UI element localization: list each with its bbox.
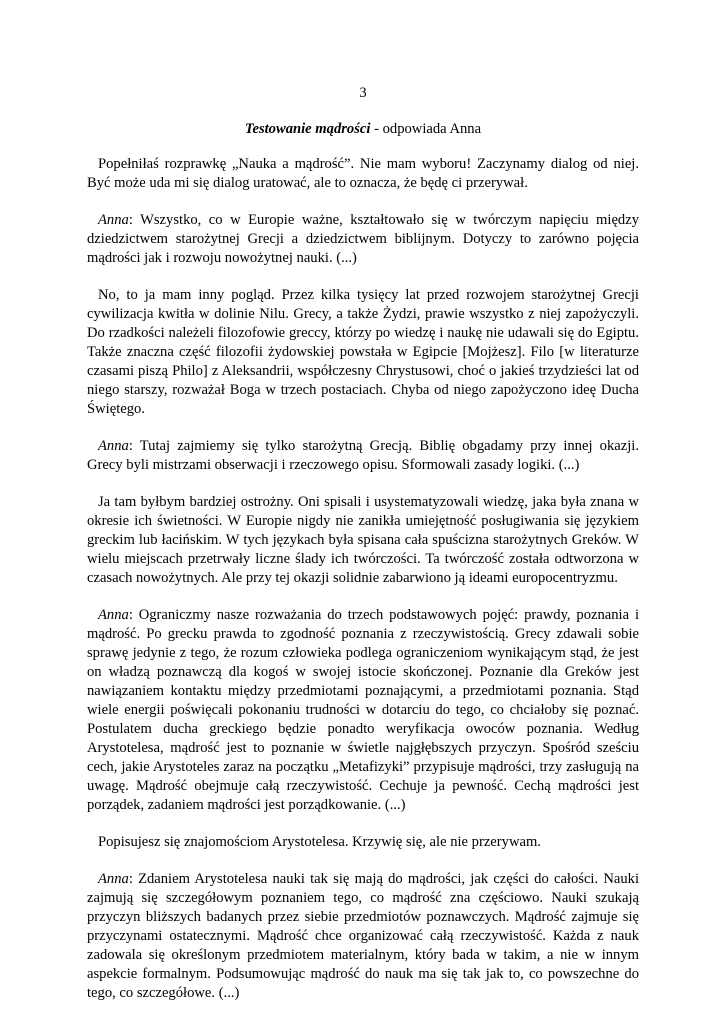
speaker-name: Anna [98,607,129,623]
paragraph-6 [87,606,639,815]
paragraph-5 [87,493,639,588]
paragraph-text: : Tutaj zajmiemy się tylko starożytną Grecją. Biblię obgadamy przy innej okazji. Grecy byli mistrzami obserwacji i rzeczowego opisu. Sformowali zasady logiki. (...) [87,438,639,473]
speaker-name: Anna [98,871,129,887]
paragraph-text: : Ograniczmy nasze rozważania do trzech podstawowych pojęć: prawdy, poznania i mądrość. Po grecku prawda to zgodność poznania z rzeczywistością. Grecy zdawali sobie sprawę jedynie z tego, że rozum człowieka podlega ograniczeniom wynikającym stąd, że jest on władzą poznawczą dla kogoś w swojej istocie skończonej. Poznanie dla Greków jest nawiązaniem kontaktu między przedmiotami poznającymi, a przedmiotami poznania. Stąd wiele energii poświęcali pokonaniu trudności w dotarciu do tego, co chciałoby się poznać. Postulatem ducha greckiego będzie ponadto weryfikacja owoców poznania. Według Arystotelesa, mądrość jest to poznanie w świetle najgłębszych przyczyn. Spośród sześciu cech, jakie Arystoteles zaraz na początku „Metafizyki” przypisuje mądrości, trzy zasługują na uwagę. Mądrość obejmuje całą rzeczywistość. Cechuje ja pewność. Cechą mądrości jest porządek, zadaniem mądrości jest porządkowanie. (...) [87,607,639,813]
page-number: 3 [359,85,367,101]
paragraph-4 [87,437,639,475]
paragraph-7 [87,833,639,852]
paragraph-1 [87,155,639,193]
paragraph-text: No, to ja mam inny pogląd. Przez kilka tysięcy lat przed rozwojem starożytnej Grecji cywilizacja kwitła w dolinie Nilu. Grecy, a także Żydzi, prawie wszystko z niej zapożyczyli. Do rzadkości należeli filozofowie greccy, którzy po wiedzę i naukę nie udawali się do Egiptu. Także znaczna część filozofii żydowskiej powstała w Egipcie [Mojżesz]. Filo [w literaturze czasami piszą Philo] z Aleksandrii, współczesny Chrystusowi, choć o jakieś trzydzieści lat od niego starszy, rozważał Boga w trzech postaciach. Chyba od niego zapożyczono ideę Ducha Świętego. [87,287,639,417]
speaker-name: Anna [98,212,129,228]
paragraph-text: Ja tam byłbym bardziej ostrożny. Oni spisali i usystematyzowali wiedzę, jaka była znana w okresie ich świetności. W Europie nigdy nie zanikła umiejętność posługiwania się językiem greckim lub łacińskim. W tych językach była spisana cała spuścizna starożytnych Greków. W wielu miejscach przetrwały liczne ślady ich twórczości. Ta twórczość została odtworzona w czasach nowożytnych. Ale przy tej okazji solidnie zabarwiono ją ideami europocentryzmu. [87,494,639,586]
paragraph-2 [87,211,639,268]
paragraph-3 [87,286,639,419]
paragraph-text: : Wszystko, co w Europie ważne, kształtowało się w twórczym napięciu między dziedzictwem starożytnej Grecji a dziedzictwem biblijnym. Dotyczy to zarówno pojęcia mądrości jak i rozwoju nowożytnej nauki. (...) [87,212,639,266]
paragraph-text: Popisujesz się znajomościom Arystotelesa. Krzywię się, ale nie przerywam. [98,834,541,850]
paragraph-8 [87,870,639,1003]
document-page [87,84,639,1021]
speaker-name: Anna [98,438,129,454]
title-subtitle: - odpowiada Anna [370,121,482,137]
paragraph-text: Popełniłaś rozprawkę „Nauka a mądrość”. Nie mam wyboru! Zaczynamy dialog od niej. Być może uda mi się dialog uratować, ale to oznacza, że będę ci przerywał. [87,156,639,191]
page-title [87,120,639,139]
title-text: Testowanie mądrości [244,121,371,137]
paragraph-text: : Zdaniem Arystotelesa nauki tak się mają do mądrości, jak części do całości. Nauki zajmują się szczegółowym poznaniem tego, co mądrość zna częściowo. Nauki szukają przyczyn bliższych badanych przez siebie przedmiotów poznawczych. Mądrość zajmuje się przyczynami ostatecznymi. Mądrość chce organizować całą rzeczywistość. Każda z nauk zadowala się określonym przedmiotem materialnym, który bada w takim, a nie w innym aspekcie formalnym. Podsumowując mądrość do nauk ma się tak jak to, co powszechne do tego, co szczegółowe. (...) [87,871,639,1001]
